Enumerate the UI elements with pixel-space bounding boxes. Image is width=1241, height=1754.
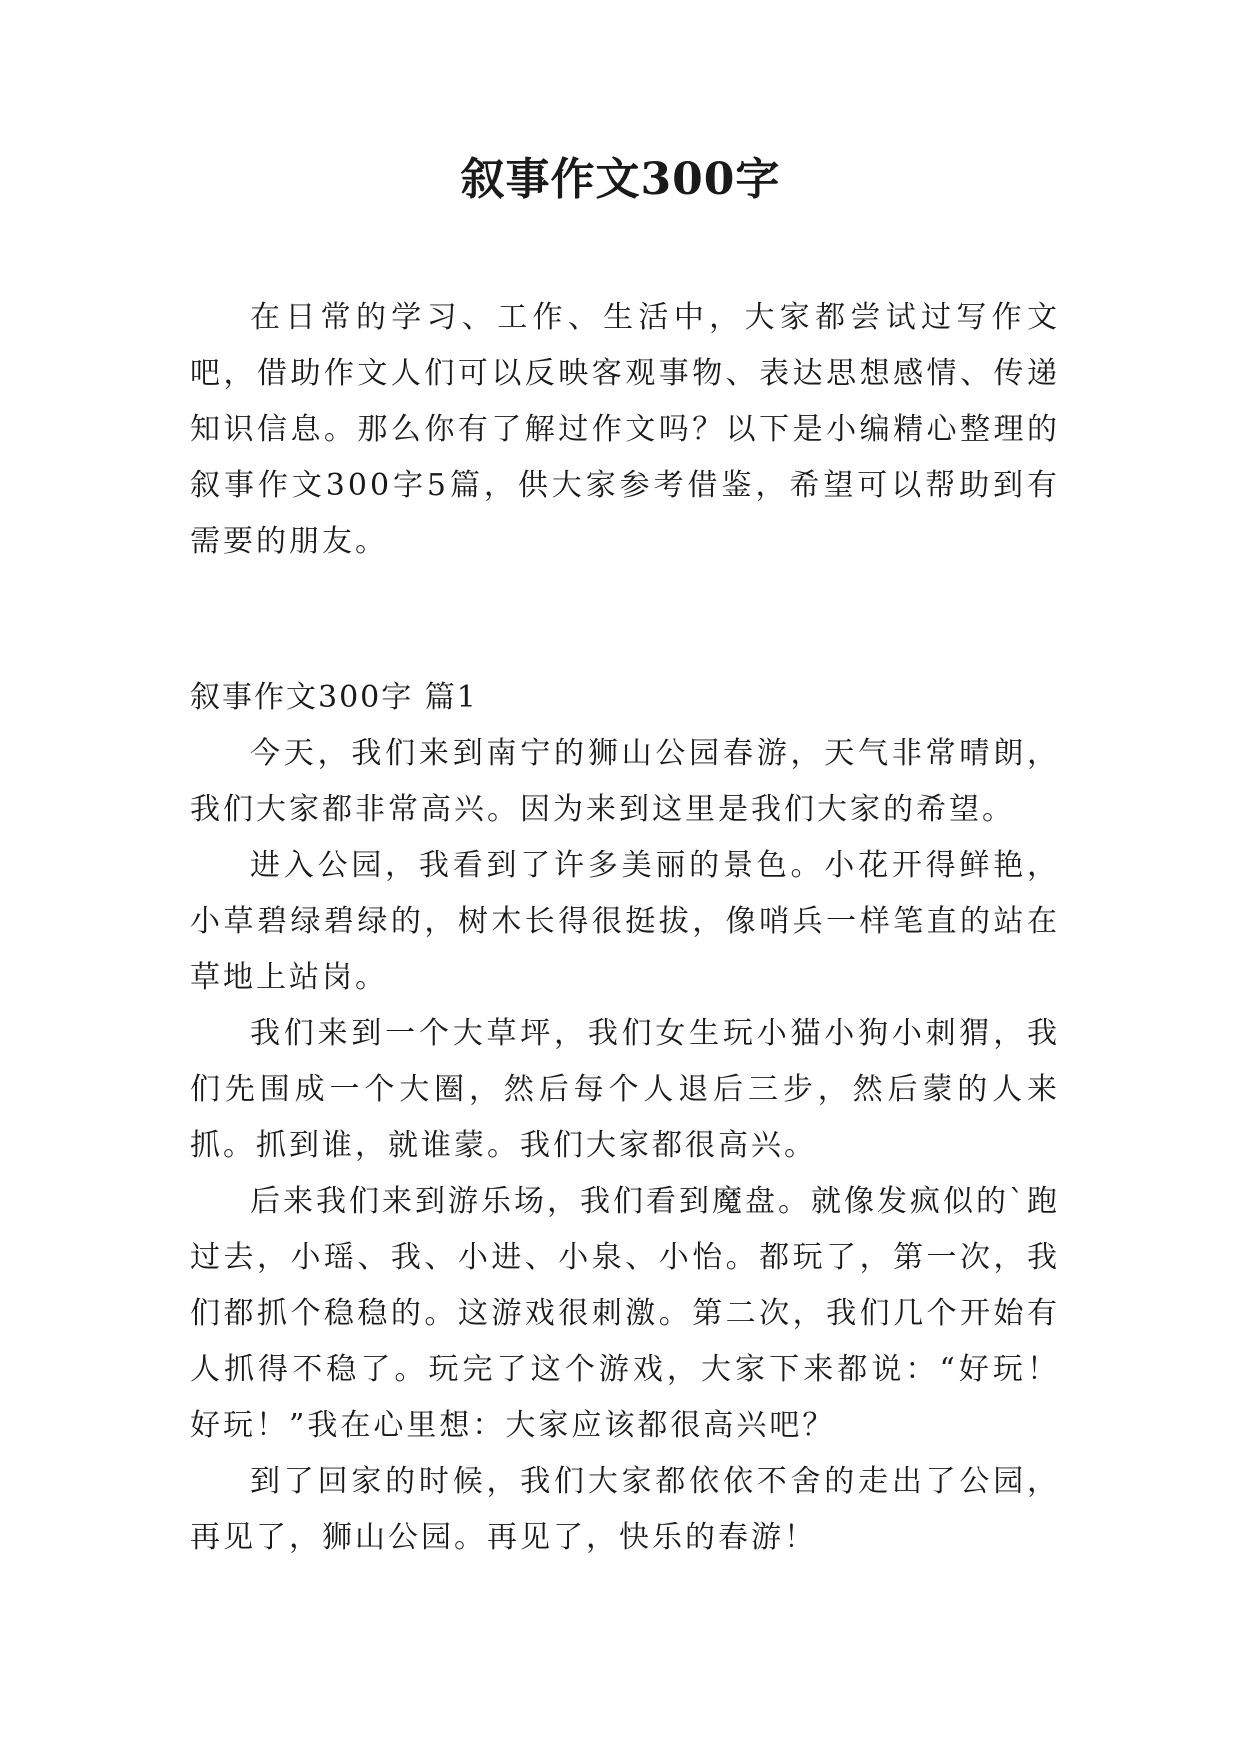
body-paragraph: 我们来到一个大草坪，我们女生玩小猫小狗小刺猬，我们先围成一个大圈，然后每个人退后三步，然后蒙的人来抓。抓到谁，就谁蒙。我们大家都很高兴。: [190, 1016, 1060, 1163]
document-title: 叙事作文300字: [460, 154, 781, 205]
body-paragraph: 进入公园，我看到了许多美丽的景色。小花开得鲜艳，小草碧绿碧绿的，树木长得很挺拔，像哨兵一样笔直的站在草地上站岗。: [190, 848, 1060, 995]
section-heading: 叙事作文300字 篇1: [190, 680, 478, 715]
document-body: [190, 290, 1060, 1566]
body-paragraph: 今天，我们来到南宁的狮山公园春游，天气非常晴朗，我们大家都非常高兴。因为来到这里是我们大家的希望。: [190, 736, 1060, 827]
body-paragraph: 到了回家的时候，我们大家都依依不舍的走出了公园，再见了，狮山公园。再见了，快乐的春游！: [190, 1464, 1060, 1555]
body-paragraph: 后来我们来到游乐场，我们看到魔盘。就像发疯似的`跑过去，小瑶、我、小进、小泉、小怡。都玩了，第一次，我们都抓个稳稳的。这游戏很刺激。第二次，我们几个开始有人抓得不稳了。玩完了这个游戏，大家下来都说：“好玩！好玩！”我在心里想：大家应该都很高兴吧？: [190, 1184, 1060, 1443]
section-gap: [190, 570, 1060, 670]
intro-paragraph: 在日常的学习、工作、生活中，大家都尝试过写作文吧，借助作文人们可以反映客观事物、表达思想感情、传递知识信息。那么你有了解过作文吗？以下是小编精心整理的叙事作文300字5篇，供大家参考借鉴，希望可以帮助到有需要的朋友。: [190, 300, 1060, 559]
